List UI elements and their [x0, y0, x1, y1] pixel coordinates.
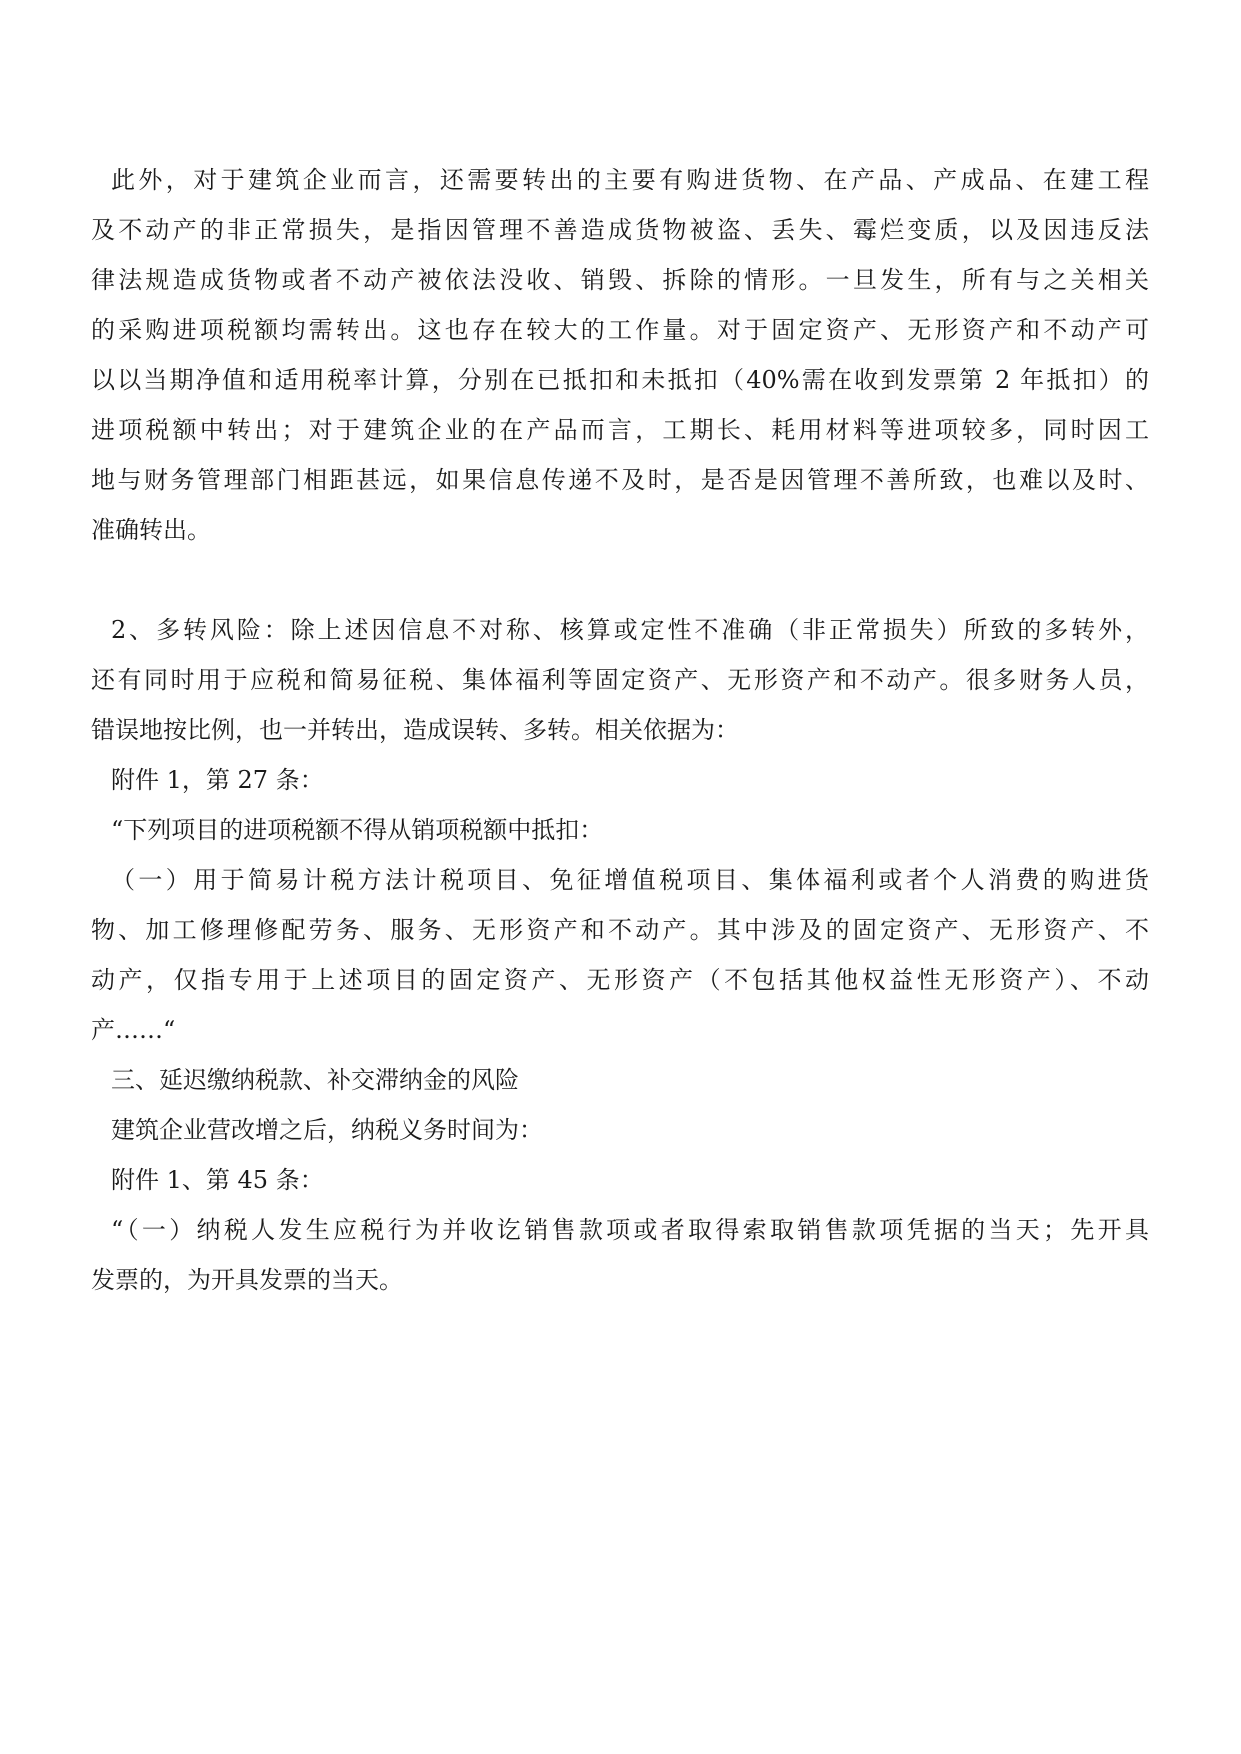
text-line: 三、延迟缴纳税款、补交滞纳金的风险 [111, 1066, 519, 1094]
text-line: 动产，仅指专用于上述项目的固定资产、无形资产（不包括其他权益性无形资产）、不动 [91, 966, 1149, 994]
paragraph-article-45-ref [91, 1155, 1149, 1205]
text-line: 建筑企业营改增之后，纳税义务时间为： [111, 1116, 543, 1144]
paragraph-quote-article-45 [91, 1205, 1149, 1305]
text-line: “（一）纳税人发生应税行为并收讫销售款项或者取得索取销售款项凭据的当天；先开具 [111, 1216, 1149, 1244]
text-line: 进项税额中转出；对于建筑企业的在产品而言，工期长、耗用材料等进项较多，同时因工 [91, 416, 1149, 444]
paragraph-over-transfer-risk [91, 605, 1149, 755]
text-line: “下列项目的进项税额不得从销项税额中抵扣： [111, 816, 604, 844]
paragraph-quote-item-one [91, 855, 1149, 1055]
paragraph-article-27-ref [91, 755, 1149, 805]
text-line: 2、多转风险：除上述因信息不对称、核算或定性不准确（非正常损失）所致的多转外， [111, 616, 1149, 644]
text-line: 以以当期净值和适用税率计算，分别在已抵扣和未抵扣（40%需在收到发票第 2 年抵扣）的 [91, 366, 1149, 394]
text-line: 此外，对于建筑企业而言，还需要转出的主要有购进货物、在产品、产成品、在建工程 [111, 166, 1149, 194]
text-line: 错误地按比例，也一并转出，造成误转、多转。相关依据为： [91, 716, 739, 744]
text-line: 地与财务管理部门相距甚远，如果信息传递不及时，是否是因管理不善所致，也难以及时、 [91, 466, 1149, 494]
text-line: 物、加工修理修配劳务、服务、无形资产和不动产。其中涉及的固定资产、无形资产、不 [91, 916, 1149, 944]
text-line: 的采购进项税额均需转出。这也存在较大的工作量。对于固定资产、无形资产和不动产可 [91, 316, 1149, 344]
document-body [91, 155, 1149, 1305]
text-line: 及不动产的非正常损失，是指因管理不善造成货物被盗、丢失、霉烂变质，以及因违反法 [91, 216, 1149, 244]
paragraph-quote-intro [91, 805, 1149, 855]
text-line: 附件 1、第 45 条： [111, 1166, 324, 1194]
paragraph-tax-obligation-time [91, 1105, 1149, 1155]
text-line: 准确转出。 [91, 516, 211, 544]
text-line: 附件 1，第 27 条： [111, 766, 324, 794]
section-heading-late-payment [91, 1055, 1149, 1105]
text-line: 发票的，为开具发票的当天。 [91, 1266, 403, 1294]
text-line: 还有同时用于应税和简易征税、集体福利等固定资产、无形资产和不动产。很多财务人员， [91, 666, 1149, 694]
text-line: 产……“ [91, 1016, 176, 1044]
text-line: （一）用于简易计税方法计税项目、免征增值税项目、集体福利或者个人消费的购进货 [111, 866, 1149, 894]
text-line: 律法规造成货物或者不动产被依法没收、销毁、拆除的情形。一旦发生，所有与之关相关 [91, 266, 1149, 294]
paragraph-non-normal-loss [91, 155, 1149, 605]
